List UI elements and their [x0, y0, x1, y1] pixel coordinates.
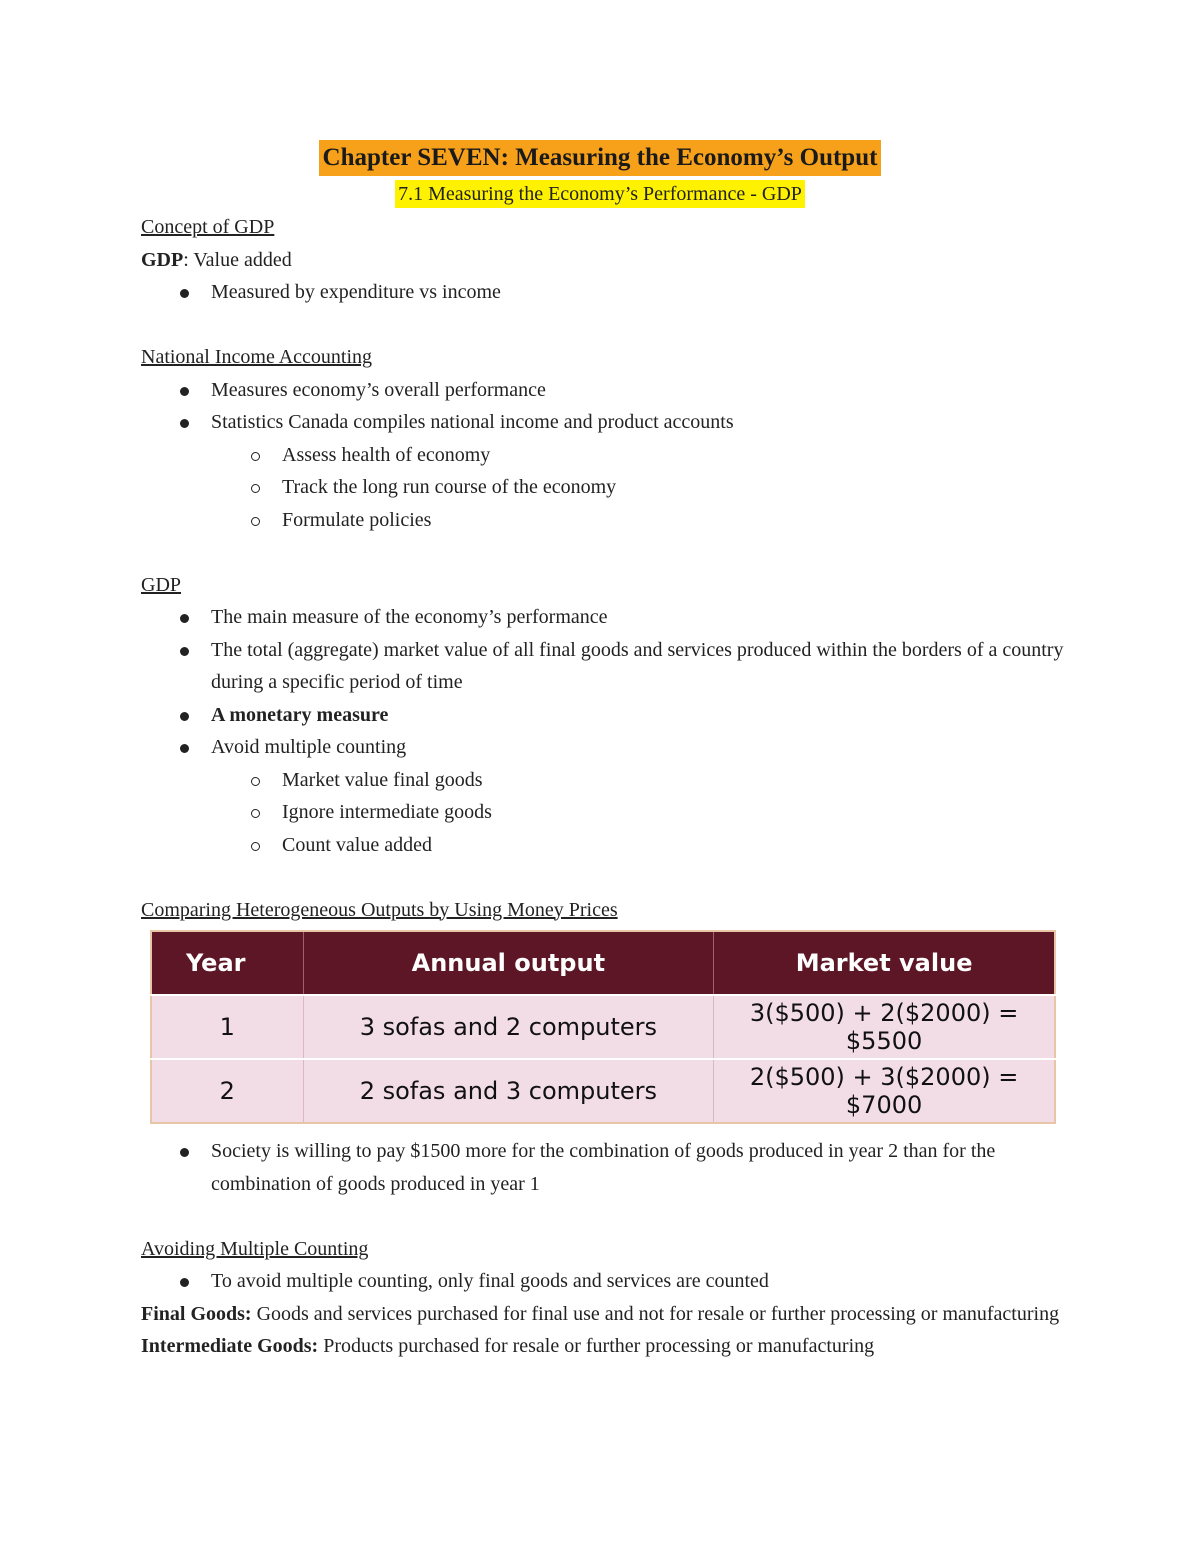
table-row: [151, 995, 1055, 1059]
sub-list-item: Assess health of economy: [141, 439, 1071, 472]
sub-list-item: Count value added: [141, 829, 1071, 862]
sub-list-item: Ignore intermediate goods: [141, 796, 1071, 829]
circle-bullet-icon: [251, 809, 260, 818]
bullet-icon: [180, 744, 189, 753]
list-item: Statistics Canada compiles national income and product accounts: [141, 406, 1071, 439]
circle-bullet-icon: [251, 777, 260, 786]
notes-body: [141, 211, 1071, 926]
list-item: Measures economy’s overall performance: [141, 374, 1071, 407]
section-subtitle: 7.1 Measuring the Economy’s Performance - GDP: [395, 180, 805, 208]
gdp-term: GDP: [141, 248, 184, 271]
bullet-icon: [180, 419, 189, 428]
circle-bullet-icon: [251, 517, 260, 526]
list-item: Avoid multiple counting: [141, 731, 1071, 764]
gdp-definition: [141, 244, 1071, 277]
circle-bullet-icon: [251, 452, 260, 461]
table-cell: 2: [151, 1059, 303, 1123]
table-header-row: [151, 931, 1055, 995]
table-cell: 3 sofas and 2 computers: [303, 995, 714, 1059]
list-item: To avoid multiple counting, only final goods and services are counted: [141, 1265, 1071, 1298]
table-cell: 2 sofas and 3 computers: [303, 1059, 714, 1123]
bullet-icon: [180, 387, 189, 396]
column-header: Year: [151, 931, 303, 995]
bullet-icon: [180, 647, 189, 656]
concept-heading: Concept of GDP: [141, 216, 275, 238]
bullet-icon: [180, 1278, 189, 1287]
bullet-icon: [180, 712, 189, 721]
chapter-title: Chapter SEVEN: Measuring the Economy’s Output: [319, 140, 882, 176]
list-item: The main measure of the economy’s performance: [141, 601, 1071, 634]
bullet-icon: [180, 614, 189, 623]
circle-bullet-icon: [251, 842, 260, 851]
column-header: Annual output: [303, 931, 714, 995]
table-row: [151, 1059, 1055, 1123]
output-table: [150, 930, 1056, 1124]
table-cell: 3($500) + 2($2000) = $5500: [714, 995, 1055, 1059]
table-cell: 2($500) + 3($2000) = $7000: [714, 1059, 1055, 1123]
nia-heading: National Income Accounting: [141, 346, 373, 368]
list-item: The total (aggregate) market value of all final goods and services produced within the borders of a country during a specific period of time: [141, 634, 1071, 699]
list-item: A monetary measure: [141, 699, 1071, 732]
column-header: Market value: [714, 931, 1055, 995]
bullet-icon: [180, 289, 189, 298]
circle-bullet-icon: [251, 484, 260, 493]
final-goods-definition: Final Goods: Goods and services purchased for final use and not for resale or further processing or manufacturing: [141, 1302, 1060, 1325]
bullet-icon: [180, 1148, 189, 1157]
gdp-definition-text: : Value added: [183, 248, 292, 271]
list-item: Measured by expenditure vs income: [141, 276, 1071, 309]
avoiding-heading: Avoiding Multiple Counting: [141, 1237, 369, 1260]
sub-list-item: Market value final goods: [141, 764, 1071, 797]
sub-list-item: Formulate policies: [141, 504, 1071, 537]
gdp-heading: GDP: [141, 573, 182, 596]
comparing-heading: Comparing Heterogeneous Outputs by Using Money Prices: [141, 898, 618, 921]
notes-body-continued: [141, 1135, 1071, 1363]
intermediate-goods-definition: Intermediate Goods: Products purchased for resale or further processing or manufacturing: [141, 1335, 875, 1357]
sub-list-item: Track the long run course of the economy: [141, 471, 1071, 504]
list-item: Society is willing to pay $1500 more for the combination of goods produced in year 2 than for the combination of goods produced in year 1: [141, 1135, 1071, 1200]
table-cell: 1: [151, 995, 303, 1059]
